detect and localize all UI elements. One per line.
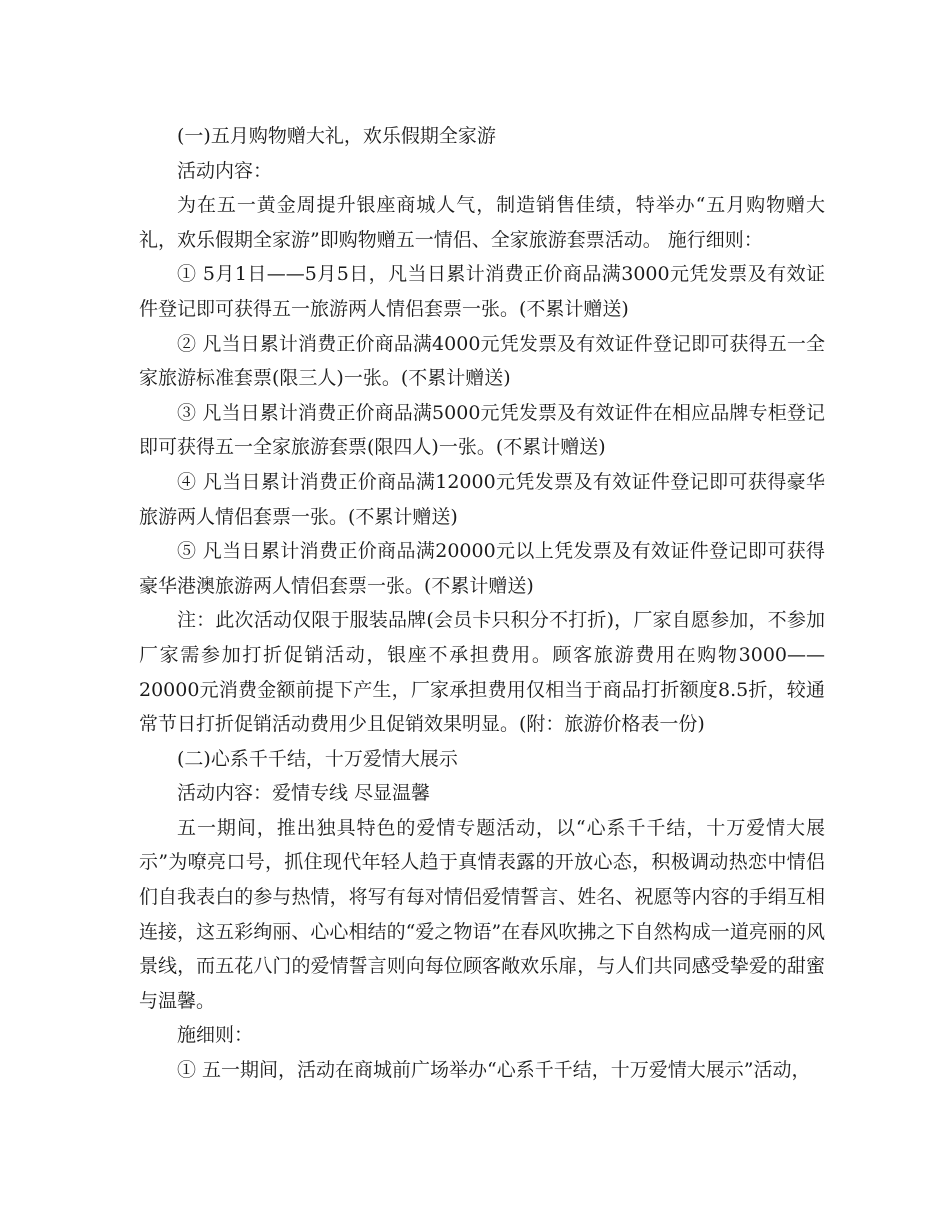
note-paragraph: 注：此次活动仅限于服装品牌(会员卡只积分不打折)，厂家自愿参加，不参加厂家需参加打折促销活动，银座不承担费用。顾客旅游费用在购物3000——20000元消费金额前提下产生，厂家承担费用仅相当于商品打折额度8.5折，较通常节日打折促销活动费用少且促销效果明显。(附：旅游价格表一份) [139,609,825,736]
rule-item-1: ① 5月1日——5月5日，凡当日累计消费正价商品满3000元凭发票及有效证件登记即可获得五一旅游两人情侣套票一张。(不累计赠送) [139,263,825,320]
rule-item-2: ② 凡当日累计消费正价商品满4000元凭发票及有效证件登记即可获得五一全家旅游标准套票(限三人)一张。(不累计赠送) [139,332,825,390]
body-paragraph: 为在五一黄金周提升银座商城人气，制造销售佳绩，特举办“五月购物赠大礼，欢乐假期全家游”即购物赠五一情侣、全家旅游套票活动。 施行细则： [139,194,825,251]
activity-content-label: 活动内容：爱情专线 尽显温馨 [177,782,431,805]
body-paragraph: 五一期间，推出独具特色的爱情专题活动，以“心系千千结，十万爱情大展示”为嘹亮口号，抓住现代年轻人趋于真情表露的开放心态，积极调动热恋中情侣们自我表白的参与热情，将写有每对情侣爱情誓言、姓名、祝愿等内容的手绢互相连接，这五彩绚丽、心心相结的“爱之物语”在春风吹拂之下自然构成一道亮丽的风景线，而五花八门的爱情誓言则向每位顾客敞欢乐扉，与人们共同感受挚爱的甜蜜与温馨。 [139,816,825,1012]
activity-content-label: 活动内容： [177,159,273,182]
rule-item-4: ④ 凡当日累计消费正价商品满12000元凭发票及有效证件登记即可获得豪华旅游两人情侣套票一张。(不累计赠送) [139,470,825,528]
section-heading-1: (一)五月购物赠大礼，欢乐假期全家游 [177,125,496,147]
rule-item-5: ⑤ 凡当日累计消费正价商品满20000元以上凭发票及有效证件登记即可获得豪华港澳旅游两人情侣套票一张。(不累计赠送) [139,540,825,597]
rules-label: 施细则： [177,1024,254,1047]
section-heading-2: (二)心系千千结，十万爱情大展示 [177,747,458,770]
rule-item-1: ① 五一期间，活动在商城前广场举办“心系千千结，十万爱情大展示”活动， [177,1059,811,1082]
document-body [139,119,825,1088]
rule-item-3: ③ 凡当日累计消费正价商品满5000元凭发票及有效证件在相应品牌专柜登记即可获得五一全家旅游套票(限四人)一张。(不累计赠送) [139,401,825,459]
